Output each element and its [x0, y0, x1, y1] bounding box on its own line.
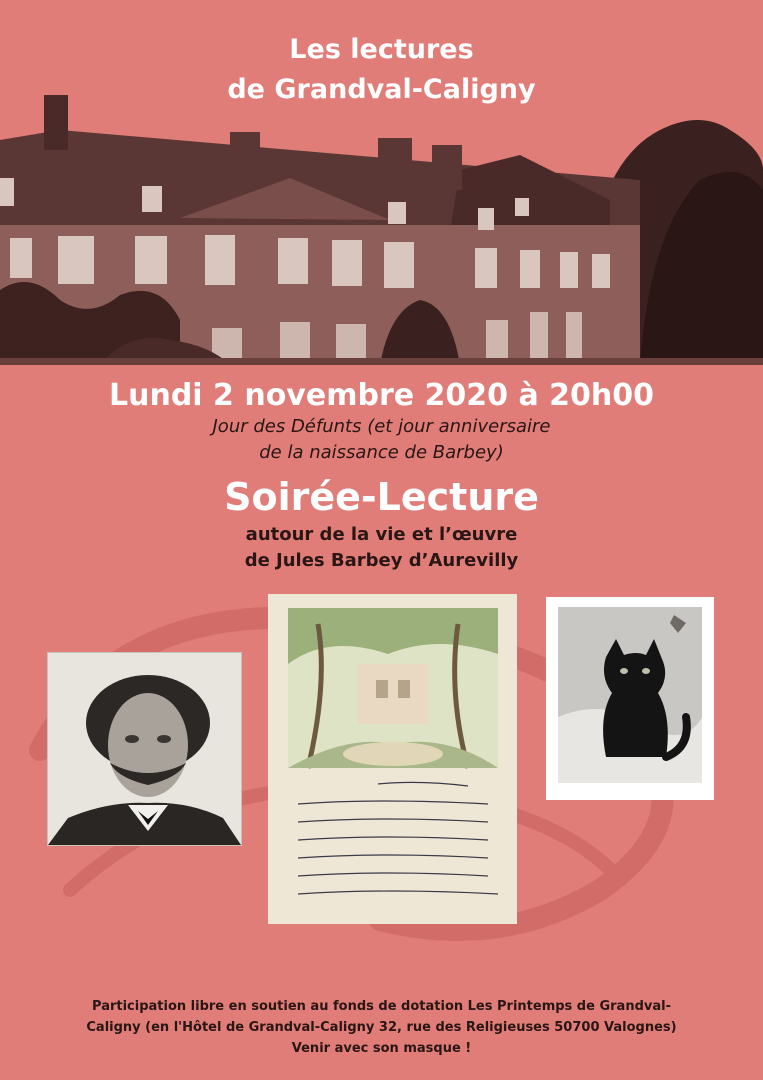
subtitle-line-2: de la naissance de Barbey)	[259, 442, 504, 463]
title-line-2: de Grandval-Caligny	[227, 74, 536, 105]
topic-line-1: autour de la vie et l’œuvre	[245, 524, 518, 545]
footer-line-3: Venir avec son masque !	[291, 1041, 472, 1056]
poster-title	[0, 30, 763, 110]
footer-line-2: Caligny (en l'Hôtel de Grandval-Caligny 32, rue des Religieuses 50700 Valognes)	[86, 1020, 677, 1035]
topic-line-2: de Jules Barbey d’Aurevilly	[244, 550, 519, 571]
footer-line-1: Participation libre en soutien au fonds de dotation Les Printemps de Grandval-	[92, 999, 671, 1014]
portrait-photo	[47, 652, 242, 846]
event-date: Lundi 2 novembre 2020 à 20h00	[108, 378, 655, 413]
event-name: Soirée-Lecture	[224, 475, 539, 519]
footer-info	[20, 996, 743, 1059]
illustrated-letter	[268, 594, 517, 924]
event-topic	[0, 522, 763, 574]
black-cat-photo	[546, 597, 714, 800]
event-subtitle	[0, 414, 763, 466]
subtitle-line-1: Jour des Défunts (et jour anniversaire	[212, 416, 551, 437]
manor-photo	[0, 90, 763, 365]
title-line-1: Les lectures	[289, 34, 474, 65]
